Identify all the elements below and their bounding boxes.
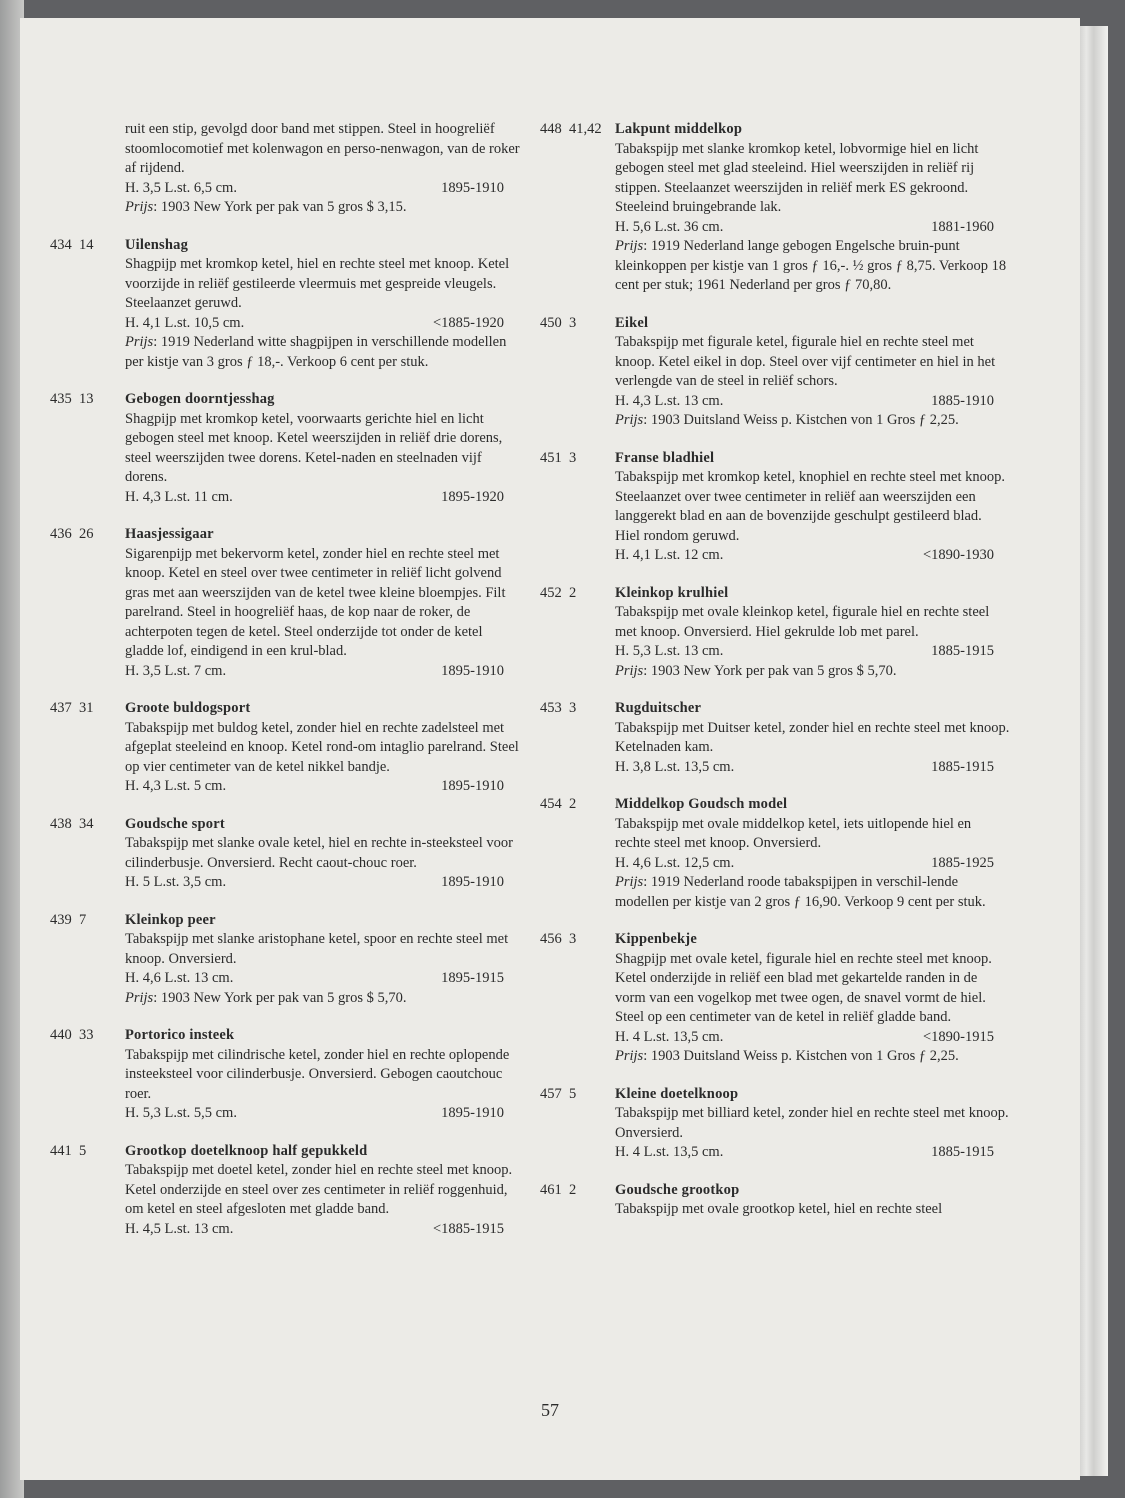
catalog-entry bbox=[540, 1181, 1010, 1220]
entry-number: 437 bbox=[50, 700, 72, 716]
entry-date: 1885-1915 bbox=[931, 758, 994, 775]
entry-numbers bbox=[540, 795, 576, 815]
entry-title: Rugduitscher bbox=[615, 700, 702, 716]
entry-measurements-row bbox=[125, 777, 520, 797]
entry-price bbox=[615, 237, 1010, 296]
entry-numbers bbox=[50, 236, 94, 256]
entry-measurements-row bbox=[615, 1143, 1010, 1163]
price-label: Prijs bbox=[125, 199, 154, 215]
entry-numbers bbox=[540, 930, 576, 950]
price-label: Prijs bbox=[125, 334, 154, 350]
entry-number: 461 bbox=[540, 1181, 562, 1198]
entry-body bbox=[125, 1026, 520, 1124]
entry-description: Tabakspijp met cilindrische ketel, zonder hiel en rechte oplopende insteeksteel voor cilinderbusje. Onversierd. Gebogen caoutchouc roer. bbox=[125, 1046, 510, 1102]
entry-body bbox=[125, 390, 520, 507]
entry-quantity: 33 bbox=[79, 1027, 94, 1043]
entry-numbers bbox=[540, 1085, 576, 1105]
price-label: Prijs bbox=[615, 412, 644, 428]
entry-measurements: H. 4,6 L.st. 12,5 cm. bbox=[615, 854, 735, 871]
entry-date: 1885-1915 bbox=[931, 1144, 994, 1160]
page-number: 57 bbox=[541, 1400, 559, 1420]
catalog-entry bbox=[50, 525, 520, 681]
entry-description: Tabakspijp met buldog ketel, zonder hiel en rechte zadelsteel met afgeplat steeleind en knoop. Ketel rond-om intaglio parelrand. Steel op vier centimeter van de ketel nikkel bandje. bbox=[125, 719, 519, 775]
entry-measurements-row bbox=[125, 873, 520, 893]
entry-measurements-row bbox=[125, 314, 520, 334]
entry-measurements-row bbox=[615, 392, 1010, 412]
entry-title: Kippenbekje bbox=[615, 931, 697, 947]
price-label: Prijs bbox=[125, 989, 154, 1006]
entry-numbers bbox=[540, 314, 576, 334]
entry-description: Tabakspijp met slanke aristophane ketel, spoor en rechte steel met knoop. Onversierd. bbox=[125, 931, 509, 967]
entry-body bbox=[125, 236, 520, 373]
price-label: Prijs bbox=[615, 238, 644, 254]
entry-quantity: 31 bbox=[79, 700, 94, 716]
entry-date: <1890-1915 bbox=[922, 1028, 994, 1045]
right-column bbox=[540, 120, 1010, 1238]
entry-title: Portorico insteek bbox=[125, 1027, 235, 1043]
entry-measurements-row bbox=[125, 488, 520, 508]
entry-measurements-row bbox=[615, 642, 1010, 662]
entry-numbers bbox=[50, 525, 94, 545]
entry-numbers bbox=[50, 1026, 94, 1046]
continuation-price bbox=[125, 198, 520, 218]
price-text: : 1919 Nederland lange gebogen Engelsche bruin-punt kleinkoppen per kistje van 1 gros ƒ 16,-. ½ gros ƒ 8,75. Verkoop 18 cent per stuk; 1961 Nederland per gros ƒ 70,80. bbox=[615, 238, 1007, 293]
entry-description: Tabakspijp met Duitser ketel, zonder hiel en rechte steel met knoop. Ketelnaden kam. bbox=[615, 719, 1010, 755]
entry-date: <1885-1915 bbox=[432, 1220, 504, 1237]
entry-description: Tabakspijp met ovale middelkop ketel, iets uitlopende hiel en rechte steel met knoop. Onversierd. bbox=[615, 815, 972, 851]
entry-description: Tabakspijp met doetel ketel, zonder hiel en rechte steel met knoop. Ketel onderzijde en steel over zes centimeter in reliëf roggenhuid, om ketel en steel afgesloten met gladde band. bbox=[125, 1162, 513, 1217]
entry-body bbox=[615, 449, 1010, 566]
entry-date: 1895-1910 bbox=[441, 778, 504, 794]
entry-measurements-row bbox=[615, 854, 1010, 874]
continuation-measurements-row bbox=[125, 179, 520, 199]
price-text: : 1903 New York per pak van 5 gros $ 5,70. bbox=[153, 989, 407, 1006]
entry-date: 1885-1910 bbox=[931, 392, 994, 409]
entry-date: <1890-1930 bbox=[922, 547, 994, 563]
entry-measurements: H. 5,3 L.st. 13 cm. bbox=[615, 643, 724, 659]
catalog-entry bbox=[540, 699, 1010, 777]
catalog-entry bbox=[540, 584, 1010, 682]
entry-number: 453 bbox=[540, 700, 562, 716]
entry-number: 435 bbox=[50, 391, 72, 407]
catalog-entry bbox=[50, 1142, 520, 1240]
price-text: : 1903 Duitsland Weiss p. Kistchen von 1 Gros ƒ 2,25. bbox=[643, 412, 959, 428]
catalog-entry bbox=[540, 795, 1010, 912]
entry-title: Lakpunt middelkop bbox=[615, 121, 743, 137]
continuation-entry bbox=[50, 120, 520, 218]
entry-body bbox=[615, 584, 1010, 682]
catalog-page bbox=[20, 18, 1080, 1480]
entry-date: 1895-1910 bbox=[441, 1105, 504, 1121]
entry-quantity: 13 bbox=[79, 391, 94, 407]
price-text: : 1903 Duitsland Weiss p. Kistchen von 1 Gros ƒ 2,25. bbox=[643, 1048, 959, 1064]
entry-description: Sigarenpijp met bekervorm ketel, zonder hiel en rechte steel met knoop. Ketel en steel over twee centimeter in reliëf licht golvend gras met aan weerszijden van de ketel twee kleine bloempjes. Filt parelrand. Steel in hoogreliëf haas, de kop naar de roker, de achterpoten tegen de ketel. Steel onderzijde tot onder de ketel gladde lof, eindigend in een krul-blad. bbox=[125, 545, 506, 659]
entry-quantity: 7 bbox=[79, 911, 87, 928]
entry-numbers bbox=[540, 699, 576, 719]
entry-title: Grootkop doetelknoop half gepukkeld bbox=[125, 1142, 368, 1159]
price-label: Prijs bbox=[615, 1048, 644, 1064]
entry-quantity: 41,42 bbox=[569, 121, 602, 137]
entry-measurements: H. 4,3 L.st. 13 cm. bbox=[615, 392, 724, 409]
entry-description: Shagpijp met kromkop ketel, voorwaarts gerichte hiel en licht gebogen steel met knoop. Ketel weerszijden in reliëf drie dorens, steel weerszijden twee dorens. Ketel-naden en steelnaden vijf dorens. bbox=[125, 410, 503, 485]
entry-body bbox=[615, 795, 1010, 912]
continuation-measurements: H. 3,5 L.st. 6,5 cm. bbox=[125, 179, 237, 196]
entry-date: 1895-1915 bbox=[441, 970, 504, 986]
entry-body bbox=[615, 699, 1010, 777]
price-text: : 1919 Nederland witte shagpijpen in verschillende modellen per kistje van 3 gros ƒ 18,-. Verkoop 6 cent per stuk. bbox=[125, 334, 507, 370]
entry-body bbox=[125, 525, 520, 681]
entry-description: Tabakspijp met slanke kromkop ketel, lobvormige hiel en licht gebogen steel met glad steeleind. Hiel weerszijden in reliëf rij stippen. Steelaanzet weerszijden in reliëf merk ES gekroond. Steeleind bruingebrande lak. bbox=[615, 140, 979, 215]
catalog-entry bbox=[540, 449, 1010, 566]
entry-measurements: H. 5,3 L.st. 5,5 cm. bbox=[125, 1105, 237, 1121]
continuation-description: ruit een stip, gevolgd door band met stippen. Steel in hoogreliëf stoomlocomotief met kolenwagon en perso-nenwagon, van de roker af rijdend. bbox=[125, 121, 520, 176]
entry-title: Goudsche grootkop bbox=[615, 1181, 740, 1198]
entry-number: 451 bbox=[540, 449, 562, 466]
entry-measurements: H. 4,1 L.st. 10,5 cm. bbox=[125, 314, 245, 331]
entry-title: Middelkop Goudsch model bbox=[615, 796, 788, 812]
entry-number: 434 bbox=[50, 236, 72, 253]
entry-measurements-row bbox=[615, 218, 1010, 238]
entry-measurements-row bbox=[125, 662, 520, 682]
entry-numbers bbox=[50, 1142, 86, 1162]
entry-date: <1885-1920 bbox=[432, 314, 504, 331]
price-text: : 1903 New York per pak van 5 gros $ 5,70. bbox=[643, 662, 897, 679]
entry-measurements: H. 4 L.st. 13,5 cm. bbox=[615, 1144, 724, 1160]
entry-price bbox=[125, 333, 520, 372]
catalog-entry bbox=[50, 1026, 520, 1124]
entry-measurements: H. 4,3 L.st. 5 cm. bbox=[125, 778, 227, 794]
entry-description: Tabakspijp met figurale ketel, figurale hiel en rechte steel met knoop. Ketel eikel in dop. Steel over vijf centimeter en hiel in het verlengde van de steel in reliëf schors. bbox=[615, 334, 996, 389]
entry-price bbox=[615, 662, 1010, 682]
entry-number: 454 bbox=[540, 796, 562, 812]
entry-numbers bbox=[540, 120, 602, 140]
entry-title: Kleinkop peer bbox=[125, 911, 216, 928]
entry-number: 456 bbox=[540, 931, 562, 947]
entry-title: Gebogen doorntjesshag bbox=[125, 391, 275, 407]
entry-measurements-row bbox=[615, 758, 1010, 778]
entry-body bbox=[125, 1142, 520, 1240]
catalog-entry bbox=[540, 120, 1010, 296]
entry-number: 448 bbox=[540, 121, 562, 137]
price-text: : 1919 Nederland roode tabakspijpen in verschil-lende modellen per kistje van 2 gros ƒ 16,90. Verkoop 9 cent per stuk. bbox=[615, 874, 986, 910]
entry-quantity: 5 bbox=[569, 1085, 577, 1102]
entry-description: Tabakspijp met slanke ovale ketel, hiel en rechte in-steeksteel voor cilinderbusje. Onversierd. Recht caout-chouc roer. bbox=[125, 835, 513, 871]
entry-numbers bbox=[540, 584, 576, 604]
entry-quantity: 14 bbox=[79, 236, 94, 253]
price-label: Prijs bbox=[615, 874, 644, 890]
entry-number: 452 bbox=[540, 584, 562, 601]
entry-quantity: 2 bbox=[569, 796, 577, 812]
entry-title: Kleine doetelknoop bbox=[615, 1085, 739, 1102]
catalog-entry bbox=[50, 911, 520, 1009]
entry-date: 1895-1910 bbox=[441, 874, 504, 890]
entry-measurements-row bbox=[125, 1220, 520, 1240]
left-column bbox=[50, 120, 520, 1257]
entry-measurements: H. 4,6 L.st. 13 cm. bbox=[125, 970, 234, 986]
entry-description: Tabakspijp met kromkop ketel, knophiel en rechte steel met knoop. Steelaanzet over twee centimeter in reliëf aan weerszijden een langgerekt blad en aan de bovenzijde geschulpt gestileerd blad. Hiel rondom geruwd. bbox=[615, 469, 1005, 544]
entry-body bbox=[125, 815, 520, 893]
entry-quantity: 5 bbox=[79, 1142, 87, 1159]
entry-quantity: 26 bbox=[79, 526, 94, 542]
entry-measurements: H. 4,1 L.st. 12 cm. bbox=[615, 547, 724, 563]
entry-measurements-row bbox=[615, 546, 1010, 566]
entry-title: Kleinkop krulhiel bbox=[615, 584, 729, 601]
continuation-date: 1895-1910 bbox=[441, 179, 504, 196]
entry-quantity: 2 bbox=[569, 1181, 577, 1198]
entry-date: 1895-1920 bbox=[441, 488, 504, 505]
entry-quantity: 34 bbox=[79, 815, 94, 832]
catalog-entry bbox=[540, 1085, 1010, 1163]
entry-price bbox=[615, 1047, 1010, 1067]
continuation-body bbox=[125, 120, 520, 218]
entry-measurements: H. 4,5 L.st. 13 cm. bbox=[125, 1220, 234, 1237]
entry-title: Haasjessigaar bbox=[125, 526, 214, 542]
entry-measurements: H. 5,6 L.st. 36 cm. bbox=[615, 218, 724, 235]
entry-number: 450 bbox=[540, 314, 562, 331]
catalog-entry bbox=[540, 314, 1010, 431]
entry-quantity: 2 bbox=[569, 584, 577, 601]
entry-number: 438 bbox=[50, 815, 72, 832]
entry-title: Goudsche sport bbox=[125, 815, 225, 832]
entry-date: 1885-1925 bbox=[931, 854, 994, 871]
entry-body bbox=[615, 1181, 1010, 1220]
entry-measurements-row bbox=[125, 969, 520, 989]
entry-numbers bbox=[540, 1181, 576, 1201]
entry-description: Tabakspijp met ovale grootkop ketel, hiel en rechte steel bbox=[615, 1201, 943, 1217]
entry-description: Tabakspijp met ovale kleinkop ketel, figurale hiel en rechte steel met knoop. Onversierd. Hiel gekrulde lob met parel. bbox=[615, 604, 990, 640]
price-label: Prijs bbox=[615, 662, 644, 679]
entry-body bbox=[125, 911, 520, 1009]
entry-measurements: H. 3,5 L.st. 7 cm. bbox=[125, 662, 227, 679]
entry-title: Eikel bbox=[615, 314, 649, 331]
entry-measurements: H. 5 L.st. 3,5 cm. bbox=[125, 874, 227, 890]
entry-description: Shagpijp met kromkop ketel, hiel en rechte steel met knoop. Ketel voorzijde in reliëf gestileerde vleermuis met gespreide vleugels. Steelaanzet geruwd. bbox=[125, 256, 510, 311]
entry-measurements: H. 3,8 L.st. 13,5 cm. bbox=[615, 758, 735, 775]
price-text: : 1903 New York per pak van 5 gros $ 3,15. bbox=[153, 199, 407, 215]
entry-numbers bbox=[540, 449, 576, 469]
entry-number: 441 bbox=[50, 1142, 72, 1159]
entry-description: Shagpijp met ovale ketel, figurale hiel en rechte steel met knoop. Ketel onderzijde in reliëf een blad met gekartelde randen in de vorm van een vogelkop met twee ogen, de snavel vormt de hiel. Steel op een centimeter van de ketel in reliëf gladde band. bbox=[615, 950, 992, 1025]
entry-title: Uilenshag bbox=[125, 236, 189, 253]
entry-number: 440 bbox=[50, 1027, 72, 1043]
entry-title: Groote buldogsport bbox=[125, 700, 251, 716]
entry-body bbox=[615, 1085, 1010, 1163]
entry-body bbox=[615, 120, 1010, 296]
entry-quantity: 3 bbox=[569, 700, 577, 716]
entry-quantity: 3 bbox=[569, 314, 577, 331]
entry-date: 1881-1960 bbox=[931, 218, 994, 235]
entry-body bbox=[125, 699, 520, 797]
catalog-entry bbox=[50, 236, 520, 373]
entry-numbers bbox=[50, 815, 94, 835]
entry-measurements-row bbox=[615, 1028, 1010, 1048]
entry-number: 439 bbox=[50, 911, 72, 928]
entry-date: 1895-1910 bbox=[441, 662, 504, 679]
entry-description: Tabakspijp met billiard ketel, zonder hiel en rechte steel met knoop. Onversierd. bbox=[615, 1105, 1009, 1141]
catalog-entry bbox=[540, 930, 1010, 1067]
entry-measurements: H. 4,3 L.st. 11 cm. bbox=[125, 488, 233, 505]
catalog-entry bbox=[50, 699, 520, 797]
entry-price bbox=[615, 411, 1010, 431]
entry-price bbox=[615, 873, 1010, 912]
entry-numbers bbox=[50, 390, 94, 410]
entry-number: 457 bbox=[540, 1085, 562, 1102]
entry-quantity: 3 bbox=[569, 449, 577, 466]
entry-body bbox=[615, 314, 1010, 431]
entry-quantity: 3 bbox=[569, 931, 577, 947]
entry-number: 436 bbox=[50, 526, 72, 542]
entry-numbers bbox=[50, 699, 94, 719]
catalog-entry bbox=[50, 815, 520, 893]
entry-measurements-row bbox=[125, 1104, 520, 1124]
entry-title: Franse bladhiel bbox=[615, 449, 715, 466]
entry-price bbox=[125, 989, 520, 1009]
entry-numbers bbox=[50, 911, 86, 931]
entry-measurements: H. 4 L.st. 13,5 cm. bbox=[615, 1028, 724, 1045]
entry-body bbox=[615, 930, 1010, 1067]
catalog-entry bbox=[50, 390, 520, 507]
entry-date: 1885-1915 bbox=[931, 643, 994, 659]
